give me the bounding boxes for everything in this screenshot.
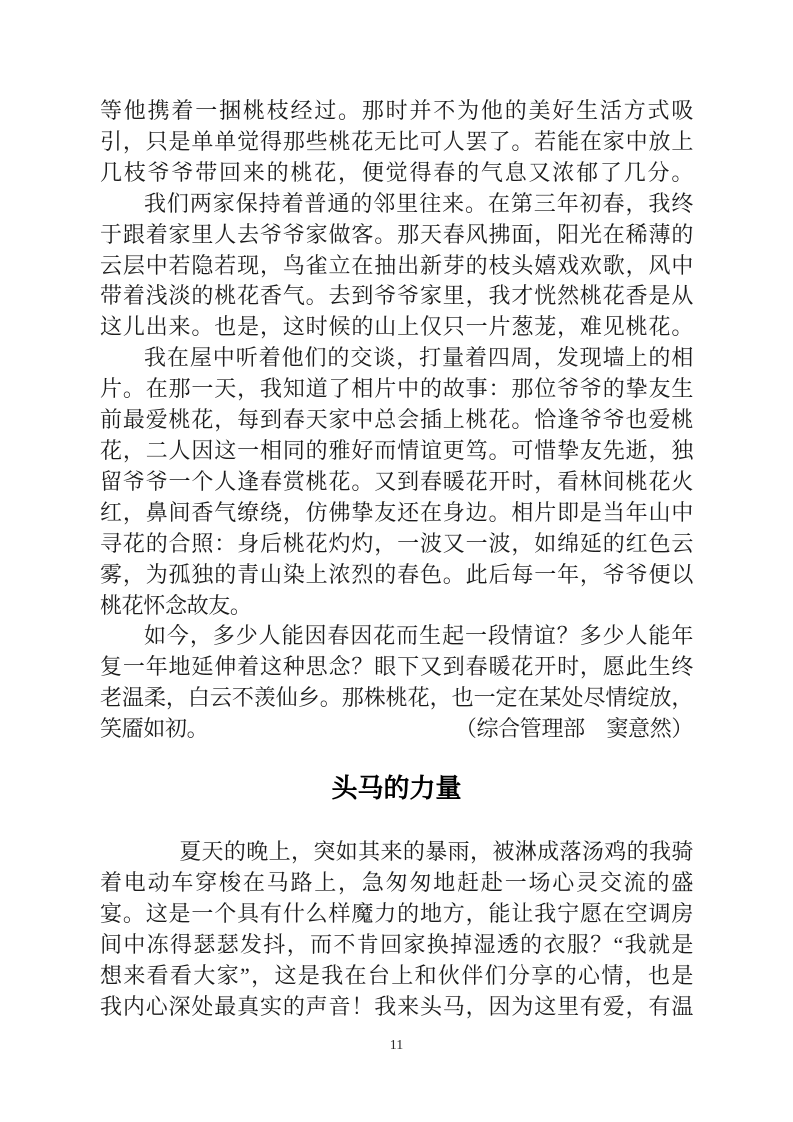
text-line: 间中冻得瑟瑟发抖，而不肯回家换掉湿透的衣服？“我就是: [100, 931, 693, 957]
text-line: 雾，为孤独的青山染上浓烈的春色。此后每一年，爷爷便以: [100, 561, 693, 587]
text-line: 留爷爷一个人逢春赏桃花。又到春暖花开时，看林间桃花火: [100, 468, 693, 494]
text-line: 这儿出来。也是，这时候的山上仅只一片葱茏，难见桃花。: [100, 314, 693, 340]
text-line: 着电动车穿梭在马路上，急匆匆地赶赴一场心灵交流的盛: [100, 869, 693, 895]
paragraph-closing-text: 笑靥如初。: [100, 716, 209, 742]
text-line: 我们两家保持着普通的邻里往来。在第三年初春，我终: [144, 190, 693, 216]
text-line: 桃花怀念故友。: [100, 592, 252, 618]
signoff-row: [100, 714, 693, 745]
text-line: 于跟着家里人去爷爷家做客。那天春风拂面，阳光在稀薄的: [100, 221, 693, 247]
text-line: 寻花的合照：身后桃花灼灼，一波又一波，如绵延的红色云: [100, 530, 693, 556]
paragraph: [100, 343, 693, 621]
text-line: 等他携着一捆桃枝经过。那时并不为他的美好生活方式吸: [100, 98, 693, 123]
text-line: 老温柔，白云不羡仙乡。那株桃花，也一定在某处尽情绽放，: [100, 685, 693, 711]
text-line: 我在屋中听着他们的交谈，打量着四周，发现墙上的相: [144, 345, 693, 371]
paragraph: [100, 96, 693, 189]
text-line: 夏天的晚上，突如其来的暴雨，被淋成落汤鸡的我骑: [179, 839, 693, 865]
text-line: 如今，多少人能因春因花而生起一段情谊？多少人能年: [144, 623, 693, 649]
text-line: 想来看看大家”，这是我在台上和伙伴们分享的心情，也是: [100, 962, 693, 988]
text-line: 花，二人因这一相同的雅好而情谊更笃。可惜挚友先逝，独: [100, 437, 693, 463]
text-line: 宴。这是一个具有什么样魔力的地方，能让我宁愿在空调房: [100, 900, 693, 926]
attribution: （综合管理部 窦意然）: [454, 716, 693, 742]
text-line: 我内心深处最真实的声音！我来头马，因为这里有爱，有温: [100, 993, 693, 1019]
text-line: 片。在那一天，我知道了相片中的故事：那位爷爷的挚友生: [100, 376, 693, 402]
text-line: 前最爱桃花，每到春天家中总会插上桃花。恰逢爷爷也爱桃: [100, 407, 693, 433]
text-line: 云层中若隐若现，鸟雀立在抽出新芽的枝头嬉戏欢歌，风中: [100, 252, 693, 278]
paragraph: [100, 189, 693, 344]
paragraph: [100, 837, 693, 1022]
text-line: 复一年地延伸着这种思念？眼下又到春暖花开时，愿此生终: [100, 654, 693, 680]
text-line: 红，鼻间香气缭绕，仿佛挚友还在身边。相片即是当年山中: [100, 499, 693, 525]
text-line: 几枝爷爷带回来的桃花，便觉得春的气息又浓郁了几分。: [100, 159, 693, 185]
text-line: 引，只是单单觉得那些桃花无比可人罢了。若能在家中放上: [100, 128, 693, 154]
page-number: 11: [389, 1038, 404, 1053]
article-title: 头马的力量: [331, 773, 462, 804]
page-content: [100, 96, 693, 1022]
text-line: 带着浅淡的桃花香气。去到爷爷家里，我才恍然桃花香是从: [100, 283, 693, 309]
paragraph: [100, 621, 693, 745]
